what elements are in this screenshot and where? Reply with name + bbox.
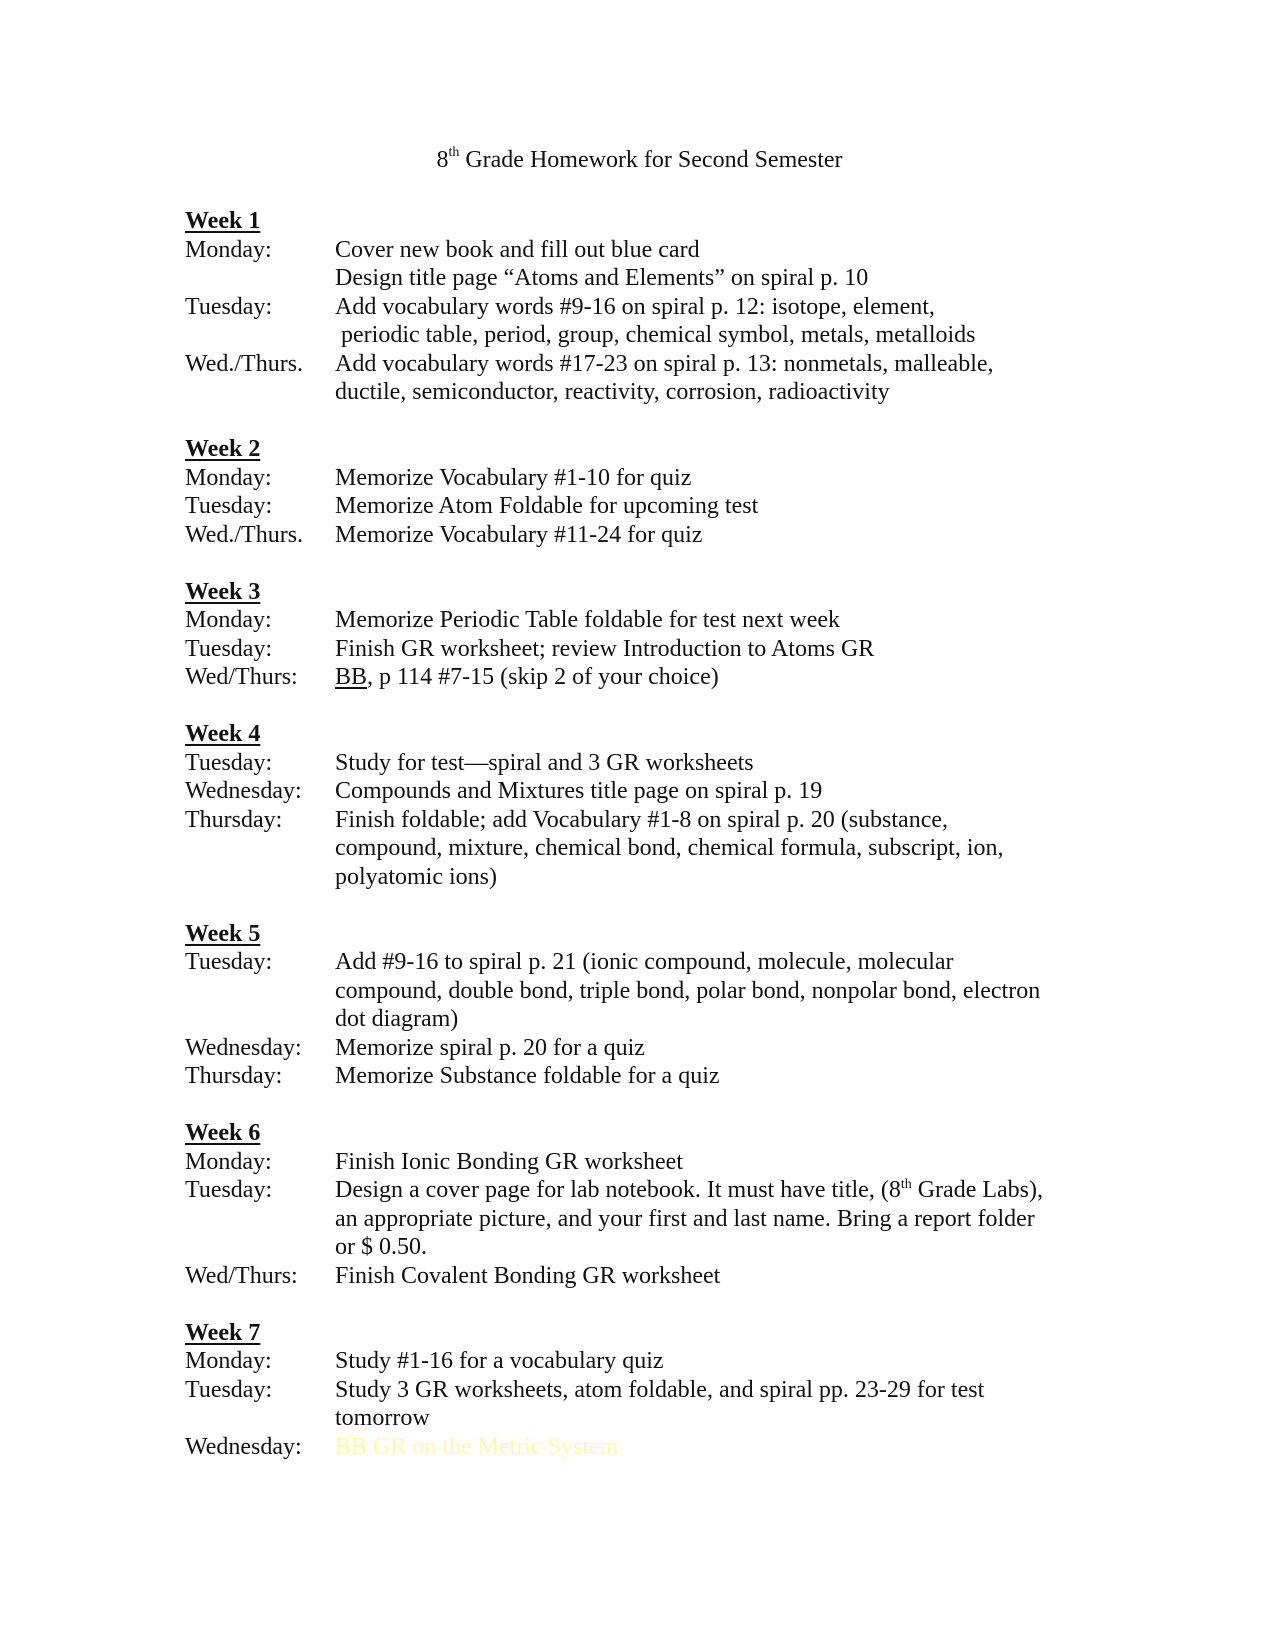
task-text [335, 350, 1085, 407]
week-heading: Week 7 [185, 1319, 261, 1346]
week-section [185, 1319, 1085, 1462]
task-text [335, 635, 1085, 664]
task-line: or $ 0.50. [335, 1234, 427, 1260]
day-label: Thursday: [185, 1063, 283, 1089]
task-text [335, 1034, 1085, 1063]
day-label: Wed/Thurs: [185, 1262, 298, 1289]
week-section [185, 207, 1085, 407]
task-text [335, 521, 1085, 550]
task-text [335, 1262, 1085, 1291]
day-row [185, 492, 1085, 521]
task-line: Study 3 GR worksheets, atom foldable, and spiral pp. 23-29 for test [335, 1376, 985, 1403]
day-row [185, 350, 1085, 407]
task-line: Cover new book and fill out blue card [335, 236, 700, 263]
week-heading: Week 1 [185, 208, 261, 234]
day-label: Thursday: [185, 806, 283, 833]
task-text [335, 806, 1085, 892]
day-label: Tuesday: [185, 635, 273, 662]
day-row [185, 1176, 1085, 1262]
day-row [185, 663, 1085, 692]
task-text [335, 663, 1085, 692]
day-row [185, 606, 1085, 635]
task-text [335, 1347, 1085, 1376]
day-row [185, 1034, 1085, 1063]
task-line-rest: , p 114 #7-15 (skip 2 of your choice) [367, 664, 719, 690]
task-line: Finish foldable; add Vocabulary #1-8 on spiral p. 20 (substance, [335, 806, 949, 833]
week-section [185, 435, 1085, 549]
day-label: Wed/Thurs: [185, 664, 298, 690]
day-label: Wednesday: [185, 778, 302, 804]
task-line-after: Grade Labs), [911, 1177, 1043, 1203]
title-prefix: 8 [436, 147, 449, 173]
task-text [335, 948, 1085, 1034]
task-text [335, 1176, 1085, 1262]
task-text [335, 749, 1085, 778]
task-line: tomorrow [335, 1405, 430, 1431]
day-label: Tuesday: [185, 749, 273, 776]
page-title [0, 145, 1275, 175]
day-label: Wed./Thurs. [185, 521, 304, 548]
task-superscript: th [900, 1177, 912, 1192]
task-line [335, 1176, 1085, 1205]
day-row [185, 1062, 1085, 1091]
task-line: Study #1-16 for a vocabulary quiz [335, 1348, 664, 1374]
task-line: Study for test—spiral and 3 GR worksheets [335, 749, 754, 776]
day-row [185, 1433, 1085, 1462]
task-line-before: Design a cover page for lab notebook. It must have title, (8 [335, 1177, 901, 1203]
title-superscript: th [448, 145, 460, 160]
day-row [185, 1262, 1085, 1291]
task-line: Add vocabulary words #17-23 on spiral p. 13: nonmetals, malleable, [335, 350, 994, 377]
task-line: Compounds and Mixtures title page on spiral p. 19 [335, 778, 823, 804]
task-line: Memorize spiral p. 20 for a quiz [335, 1034, 645, 1061]
task-line: Add #9-16 to spiral p. 21 (ionic compound, molecule, molecular [335, 949, 954, 975]
day-label: Monday: [185, 607, 272, 633]
day-label: Wednesday: [185, 1034, 302, 1061]
week-heading: Week 5 [185, 920, 261, 947]
day-label: Monday: [185, 464, 272, 491]
day-row [185, 236, 1085, 293]
task-line: compound, mixture, chemical bond, chemical formula, subscript, ion, [335, 835, 1004, 861]
task-text [335, 492, 1085, 521]
day-label: Tuesday: [185, 293, 273, 320]
task-line: Design title page “Atoms and Elements” on spiral p. 10 [335, 265, 869, 291]
task-line: Add vocabulary words #9-16 on spiral p. 12: isotope, element, [335, 293, 935, 320]
task-text [335, 1376, 1085, 1433]
day-row [185, 1376, 1085, 1433]
day-row [185, 293, 1085, 350]
book-abbreviation: BB [335, 664, 368, 690]
day-label: Wednesday: [185, 1433, 302, 1460]
task-line: Memorize Vocabulary #11-24 for quiz [335, 521, 703, 548]
task-line: compound, double bond, triple bond, polar bond, nonpolar bond, electron [335, 977, 1041, 1004]
day-label: Tuesday: [185, 1376, 273, 1403]
task-text [335, 1062, 1085, 1091]
week-section [185, 1119, 1085, 1290]
week-heading: Week 3 [185, 578, 261, 605]
day-row [185, 464, 1085, 493]
week-heading: Week 4 [185, 721, 261, 747]
week-heading: Week 2 [185, 436, 261, 462]
task-line: an appropriate picture, and your first and last name. Bring a report folder [335, 1205, 1035, 1232]
week-section [185, 720, 1085, 891]
day-label: Tuesday: [185, 1177, 273, 1203]
title-rest: Grade Homework for Second Semester [459, 147, 843, 173]
day-row [185, 749, 1085, 778]
day-row [185, 948, 1085, 1034]
day-row [185, 1347, 1085, 1376]
task-line: polyatomic ions) [335, 863, 497, 890]
faded-task-line: BB GR on the Metric System [335, 1433, 619, 1460]
homework-schedule [185, 207, 1085, 1461]
task-line [335, 663, 1085, 692]
day-row [185, 777, 1085, 806]
day-row [185, 1148, 1085, 1177]
task-text [335, 777, 1085, 806]
task-line: Memorize Periodic Table foldable for test next week [335, 607, 841, 633]
week-section [185, 578, 1085, 692]
task-line: Memorize Atom Foldable for upcoming test [335, 493, 759, 519]
day-label: Monday: [185, 236, 272, 263]
week-section [185, 920, 1085, 1091]
day-row [185, 521, 1085, 550]
task-text [335, 236, 1085, 293]
task-line: dot diagram) [335, 1006, 459, 1032]
task-text [335, 1433, 1085, 1462]
day-label: Tuesday: [185, 493, 273, 519]
task-line: ductile, semiconductor, reactivity, corrosion, radioactivity [335, 379, 890, 405]
day-row [185, 635, 1085, 664]
day-label: Wed./Thurs. [185, 350, 304, 377]
day-label: Monday: [185, 1148, 272, 1175]
task-text [335, 293, 1085, 350]
task-text [335, 1148, 1085, 1177]
task-line: Memorize Vocabulary #1-10 for quiz [335, 464, 692, 491]
task-line: Finish Ionic Bonding GR worksheet [335, 1148, 683, 1175]
task-line: Memorize Substance foldable for a quiz [335, 1063, 720, 1089]
day-row [185, 806, 1085, 892]
task-line: Finish GR worksheet; review Introduction to Atoms GR [335, 635, 875, 662]
task-text [335, 464, 1085, 493]
day-label: Monday: [185, 1348, 272, 1374]
task-text [335, 606, 1085, 635]
week-heading: Week 6 [185, 1120, 261, 1146]
day-label: Tuesday: [185, 949, 273, 975]
task-line: Finish Covalent Bonding GR worksheet [335, 1262, 721, 1289]
task-line: periodic table, period, group, chemical symbol, metals, metalloids [341, 322, 976, 348]
